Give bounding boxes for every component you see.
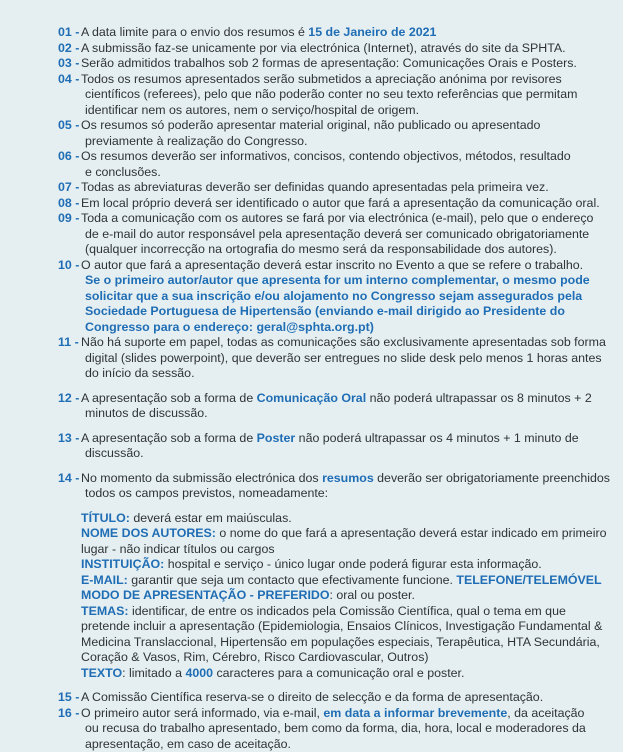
rule-text: A data limite para o envio dos resumos é: [81, 25, 308, 39]
field-temas: [81, 604, 618, 666]
rule-number: 11 -: [58, 335, 82, 351]
rule-text: deverão ser obrigatoriamente preenchidos: [374, 471, 610, 485]
rule-text-continued: científicos (referees), pelo que não poderão conter no seu texto referências que permitam identificar nem os autores, nem o serviço/hospital de origem.: [81, 87, 618, 118]
field-label: TEMAS:: [81, 604, 129, 618]
field-description: deverá estar em maiúsculas.: [130, 511, 292, 525]
field-autores: [81, 526, 618, 557]
rule-number: 14 -: [58, 471, 82, 487]
rule-07: [58, 180, 618, 196]
rule-16: [58, 706, 618, 752]
rule-text: No momento da submissão electrónica dos: [81, 471, 322, 485]
rule-number: 15 -: [58, 690, 82, 706]
field-label: TEXTO: [81, 666, 122, 680]
rule-text-continued: e conclusões.: [81, 165, 618, 181]
rule-04: [58, 72, 618, 119]
rule-text: A Comissão Científica reserva-se o direito de selecção e da forma de apresentação.: [81, 690, 543, 704]
rule-10: [58, 258, 618, 336]
character-limit: 4000: [185, 666, 213, 680]
rule-01: [58, 25, 618, 41]
field-description: : limitado a: [122, 666, 185, 680]
rule-11: [58, 335, 618, 382]
intern-registration-note: Se o primeiro autor/autor que apresenta for um interno complementar, o mesmo pode solicitar que a sua inscrição e/ou alojamento no Congresso sejam assegurados pela Sociedade Portuguesa de Hipertensão (enviando e-mail dirigido ao Presidente do Congresso para o endereço: geral@sphta.org.pt): [81, 273, 618, 335]
rule-number: 03 -: [58, 56, 82, 72]
rule-number: 04 -: [58, 72, 82, 88]
rule-text: A apresentação sob a forma de: [81, 391, 257, 405]
rule-number: 06 -: [58, 149, 82, 165]
rule-text: Os resumos deverão ser informativos, concisos, contendo objectivos, métodos, resultado: [81, 149, 618, 165]
rule-text: Serão admitidos trabalhos sob 2 formas de apresentação: Comunicações Orais e Posters.: [81, 56, 577, 70]
rule-03: [58, 56, 618, 72]
rule-text-continued: minutos de discussão.: [81, 406, 618, 422]
field-instituicao: [81, 557, 618, 573]
field-description: identificar, de entre os indicados pela Comissão Científica, qual o tema em que pretende incluir a apresentação (Epidemiologia, Ensaios Clínicos, Investigação Fundamental & Medicina Translaccional, Hipertensão em populações especiais, Terapêutica, HTA Secundária, Coração & Vasos, Rim, Cérebro, Risco Cardiovascular, Outros): [81, 604, 602, 665]
rule-text: A apresentação sob a forma de: [81, 431, 257, 445]
field-label: MODO DE APRESENTAÇÃO - PREFERIDO: [81, 588, 330, 602]
rule-text-continued: de e-mail do autor responsável pela apresentação deverá ser comunicado obrigatoriamente (qualquer incorrecção na ortografia do mesmo será da responsabilidade dos autores).: [81, 227, 618, 258]
field-description: garantir que seja um contacto que efectivamente funcione.: [128, 573, 457, 587]
rule-number: 02 -: [58, 41, 82, 57]
rule-text: O autor que fará a apresentação deverá estar inscrito no Evento a que se refere o trabalho.: [81, 258, 618, 274]
rule-05: [58, 118, 618, 149]
rule-text-continued: todos os campos previstos, nomeadamente:: [81, 486, 618, 502]
field-email: [81, 573, 618, 589]
field-label: INSTITUIÇÃO:: [81, 557, 164, 571]
rule-14: [58, 471, 618, 502]
field-description: hospital e serviço - único lugar onde poderá figurar esta informação.: [164, 557, 541, 571]
rule-text: não poderá ultrapassar os 4 minutos + 1 minuto de: [295, 431, 578, 445]
notification-date-highlight: em data a informar brevemente: [323, 706, 507, 720]
field-label: NOME DOS AUTORES:: [81, 526, 216, 540]
rule-09: [58, 211, 618, 258]
abstracts-highlight: resumos: [322, 471, 374, 485]
rule-text: Toda a comunicação com os autores se fará por via electrónica (e-mail), pelo que o endereço: [81, 211, 618, 227]
rule-text: Não há suporte em papel, todas as comunicações são exclusivamente apresentadas sob forma: [81, 335, 618, 351]
submission-rules-document: [58, 25, 618, 752]
rule-text: , da aceitação: [507, 706, 584, 720]
rule-number: 13 -: [58, 431, 82, 447]
rule-06: [58, 149, 618, 180]
rule-number: 16 -: [58, 706, 82, 722]
rule-02: [58, 41, 618, 57]
rule-text-continued: discussão.: [81, 446, 618, 462]
field-label: E-MAIL:: [81, 573, 128, 587]
rule-text-continued: ou recusa do trabalho apresentado, bem como da forma, dia, hora, local e moderadores da apresentação, em caso de aceitação.: [81, 721, 618, 752]
deadline-date: 15 de Janeiro de 2021: [308, 25, 436, 39]
rule-12: [58, 391, 618, 422]
rule-text: Todos os resumos apresentados serão submetidos a apreciação anónima por revisores: [81, 72, 618, 88]
rule-number: 01 -: [58, 25, 82, 41]
rule-text: Todas as abreviaturas deverão ser definidas quando apresentadas pela primeira vez.: [81, 180, 549, 194]
rule-number: 05 -: [58, 118, 82, 134]
field-description: : oral ou poster.: [330, 588, 415, 602]
rule-text: O primeiro autor será informado, via e-mail,: [81, 706, 323, 720]
field-description: o nome do que fará a apresentação deverá estar indicado em primeiro lugar - não indicar títulos ou cargos: [81, 526, 606, 556]
rule-08: [58, 196, 618, 212]
rule-number: 09 -: [58, 211, 82, 227]
rule-text-continued: digital (slides powerpoint), que deverão ser entregues no slide desk pelo menos 1 horas antes do início da sessão.: [81, 351, 618, 382]
rule-number: 08 -: [58, 196, 82, 212]
field-texto: [81, 666, 618, 682]
rule-number: 07 -: [58, 180, 82, 196]
field-modo: [81, 588, 618, 604]
rule-number: 12 -: [58, 391, 82, 407]
rule-text: Em local próprio deverá ser identificado o autor que fará a apresentação da comunicação oral.: [81, 196, 600, 210]
rule-13: [58, 431, 618, 462]
rule-number: 10 -: [58, 258, 82, 274]
rule-text-continued: previamente à realização do Congresso.: [81, 134, 618, 150]
field-titulo: [81, 511, 618, 527]
rule-text: Os resumos só poderão apresentar material original, não publicado ou apresentado: [81, 118, 618, 134]
oral-communication-highlight: Comunicação Oral: [257, 391, 366, 405]
field-label-phone: TELEFONE/TELEMÓVEL: [456, 573, 601, 587]
field-label: TÍTULO:: [81, 511, 130, 525]
poster-highlight: Poster: [257, 431, 296, 445]
rule-text: não poderá ultrapassar os 8 minutos + 2: [366, 391, 592, 405]
rule-text: A submissão faz-se unicamente por via electrónica (Internet), através do site da SPHTA.: [81, 41, 566, 55]
required-fields-list: [58, 511, 618, 682]
field-description: caracteres para a comunicação oral e poster.: [213, 666, 464, 680]
